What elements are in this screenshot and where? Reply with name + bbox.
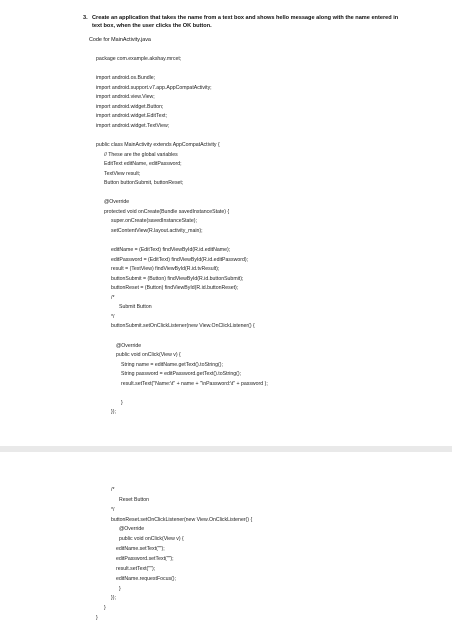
code-line: String name = editName.getText().toString(); <box>121 361 223 368</box>
code-line: */ <box>111 506 115 513</box>
code-line: } <box>119 585 121 592</box>
code-line: } <box>96 615 98 622</box>
code-line: @Override <box>116 342 142 349</box>
code-line: editName.requestFocus(); <box>116 575 176 582</box>
code-line: import android.widget.EditText; <box>96 113 167 120</box>
code-line: }); <box>111 409 116 416</box>
code-line: public void onClick(View v) { <box>119 536 184 543</box>
question-text: Create an application that takes the name from a text box and shows hello message along with the name entered in text box, when the user clicks the OK button. <box>92 15 399 29</box>
code-line: } <box>104 605 106 612</box>
code-line: Submit Button <box>119 304 152 311</box>
code-line: import android.widget.Button; <box>96 103 164 110</box>
code-heading: Code for MainActivity.java <box>89 37 151 43</box>
code-line: import android.os.Bundle; <box>96 75 156 82</box>
code-line: Reset Button <box>119 496 149 503</box>
code-line: TextView result; <box>104 170 141 177</box>
code-line: String password = editPassword.getText().toString(); <box>121 371 242 378</box>
code-line: editPassword.setText(""); <box>116 555 174 562</box>
code-line: editName = (EditText) findViewById(R.id.editName); <box>111 247 231 253</box>
code-line: protected void onCreate(Bundle savedInstanceState) { <box>104 208 230 215</box>
code-line: import android.view.View; <box>96 94 155 101</box>
code-line: buttonReset.setOnClickListener(new View.OnClickListener() { <box>111 516 253 523</box>
code-line: package com.example.akshay.mrcet; <box>96 56 182 62</box>
code-line: */ <box>111 313 115 320</box>
code-line: buttonSubmit = (Button) findViewById(R.id.buttonSubmit); <box>111 275 244 282</box>
code-line: import android.support.v7.app.AppCompatActivity; <box>96 84 212 91</box>
code-line: buttonReset = (Button) findViewById(R.id.buttonReset); <box>111 285 239 292</box>
document-page-2 <box>0 452 452 640</box>
question-number: 3. <box>83 15 88 21</box>
code-line: result.setText(""); <box>116 565 156 572</box>
code-line: public class MainActivity extends AppCompatActivity { <box>96 141 220 148</box>
code-line: result = (TextView) findViewById(R.id.tvResult); <box>111 266 220 273</box>
code-line: @Override <box>119 526 145 533</box>
code-line: }); <box>111 595 116 602</box>
code-line: setContentView(R.layout.activity_main); <box>111 227 203 234</box>
code-line: Button buttonSubmit, buttonReset; <box>104 180 184 187</box>
code-line: /* <box>111 294 115 301</box>
code-line: super.onCreate(savedInstanceState); <box>111 218 197 225</box>
code-line: buttonSubmit.setOnClickListener(new View.OnClickListener() { <box>111 323 255 330</box>
code-line: @Override <box>104 199 130 206</box>
code-line: import android.widget.TextView; <box>96 122 170 129</box>
code-line: result.setText("Name:\t" + name + "\nPassword:\t" + password ); <box>121 380 268 387</box>
code-line: } <box>121 399 123 406</box>
code-line: /* <box>111 487 115 493</box>
code-line: public void onClick(View v) { <box>116 352 181 359</box>
code-line: editName.setText(""); <box>116 546 165 553</box>
code-line: EditText editName, editPassword; <box>104 161 182 168</box>
code-line: // These are the global variables <box>104 151 178 158</box>
code-line: editPassword = (EditText) findViewById(R.id.editPassword); <box>111 256 248 263</box>
